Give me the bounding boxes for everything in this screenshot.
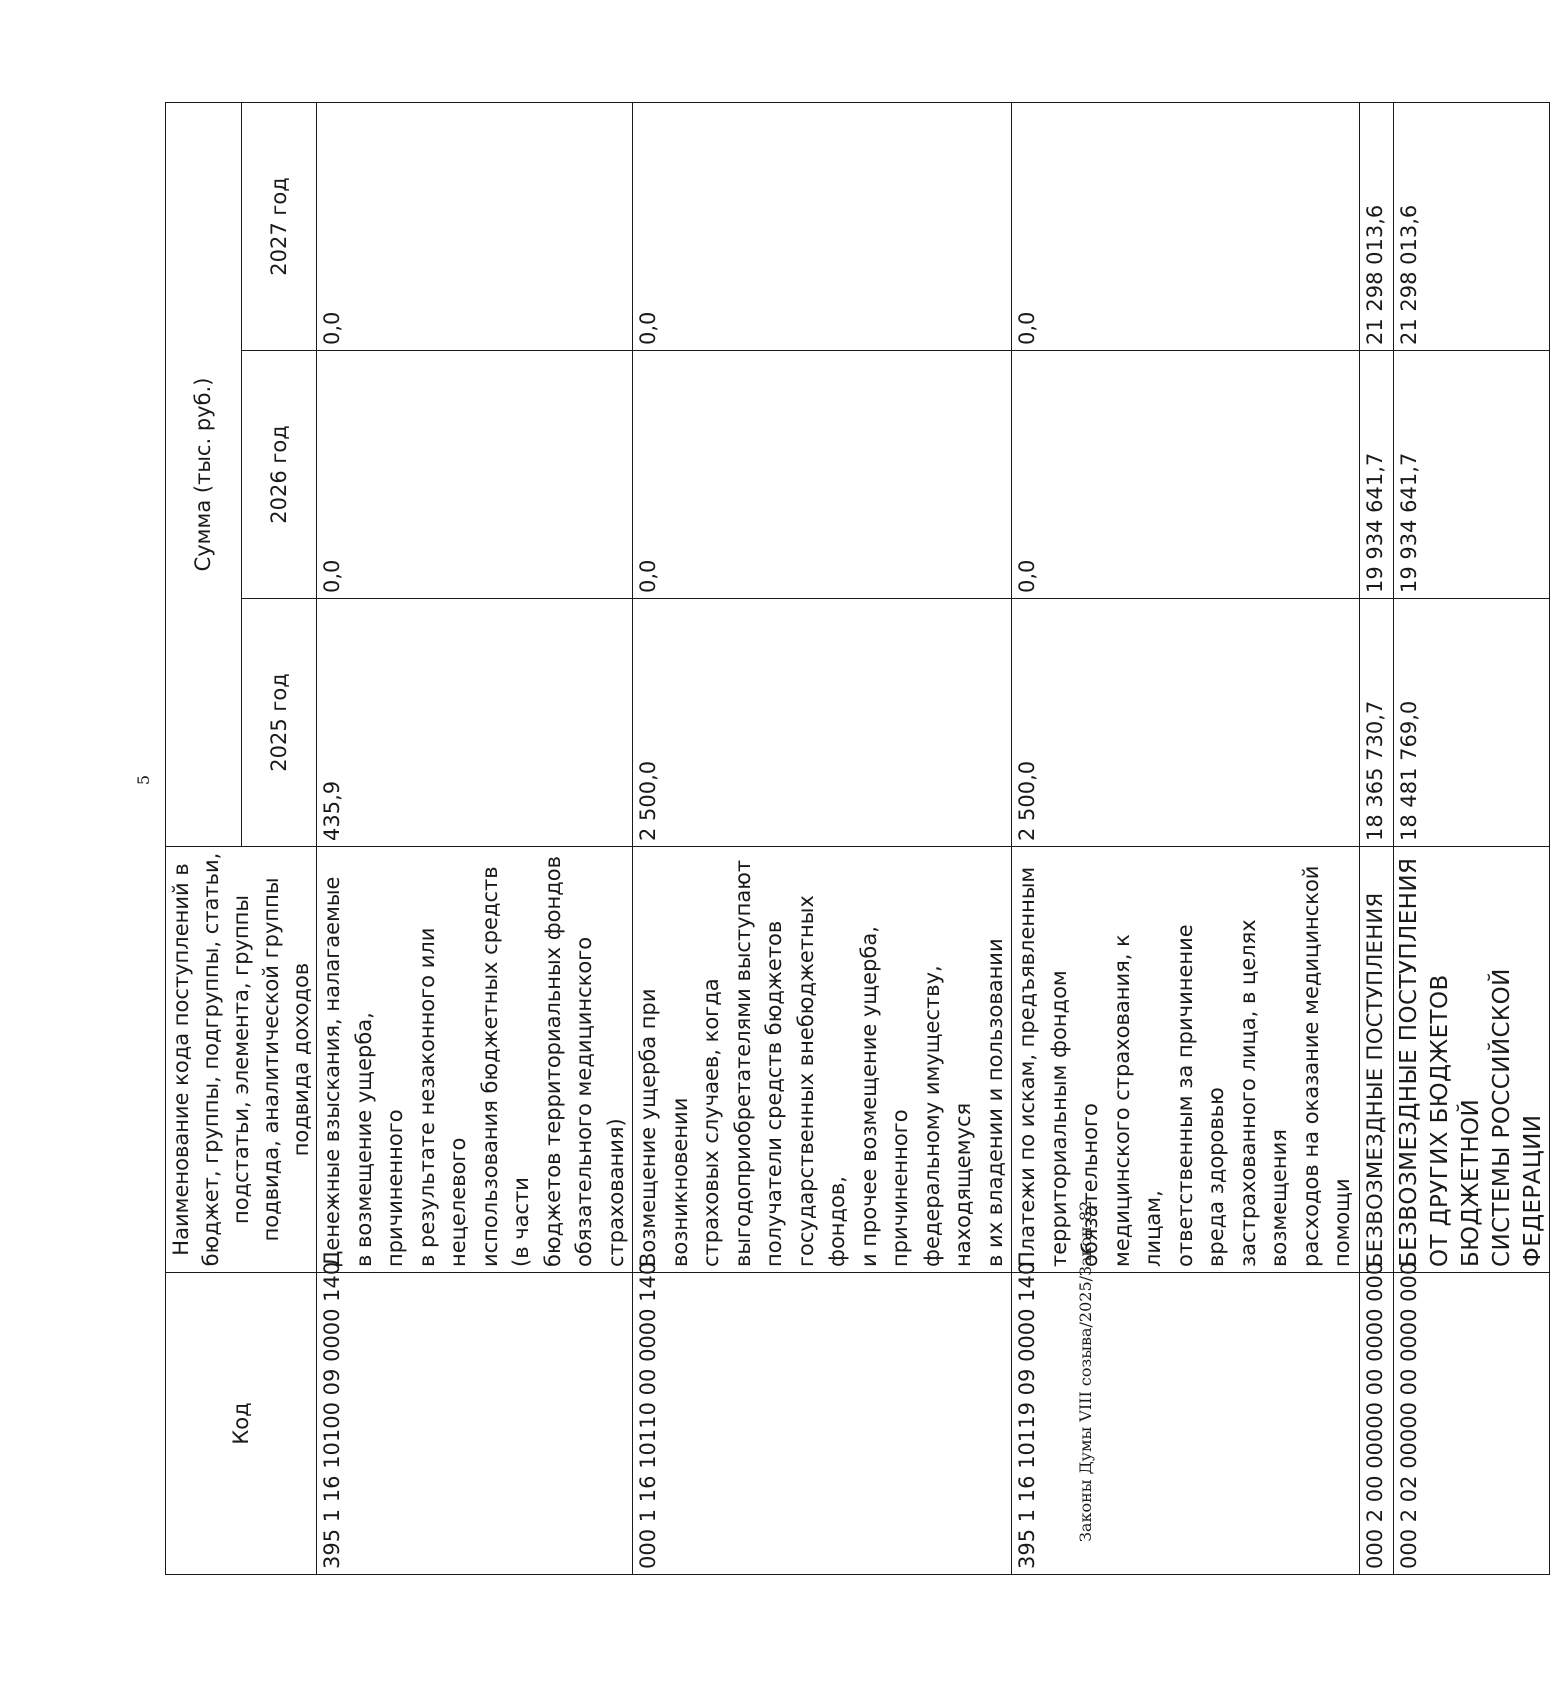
row-name-line: в возмещение ущерба, причиненного [351, 1012, 407, 1267]
row-value-2027: 0,0 [1012, 102, 1360, 350]
row-value-2026: 0,0 [633, 351, 1012, 599]
header-year-2027: 2027 год [241, 102, 317, 350]
rotated-content [0, 88, 1546, 1620]
row-value-2027: 0,0 [317, 102, 633, 350]
row-value-2025: 18 365 730,7 [1359, 599, 1393, 847]
row-name-line: БЕЗВОЗМЕЗДНЫЕ ПОСТУПЛЕНИЯ [1362, 892, 1387, 1267]
row-code: 395 1 16 10119 09 0000 140 [1012, 1273, 1360, 1575]
row-value-2027: 21 298 013,6 [1393, 102, 1549, 350]
row-value-2026: 0,0 [1012, 351, 1360, 599]
row-name-line: Возмещение ущерба при возникновении [636, 988, 692, 1267]
row-name-line: выгодоприобретателями выступают [730, 859, 755, 1267]
header-sum: Сумма (тыс. руб.) [166, 102, 242, 846]
row-name-line: страховых случаев, когда [699, 978, 723, 1267]
row-name-line: государственных внебюджетных фондов, [793, 895, 849, 1267]
header-row-top [166, 102, 242, 1574]
row-name [633, 847, 1012, 1273]
table-row [317, 102, 633, 1574]
header-year-2025: 2025 год [241, 599, 317, 847]
row-name-line: бюджетов территориальных фондов [540, 856, 565, 1267]
row-name [317, 847, 633, 1273]
row-code: 000 1 16 10110 00 0000 140 [633, 1273, 1012, 1575]
row-name-line: Платежи по искам, предъявленным [1015, 866, 1039, 1267]
row-name-line: БЕЗВОЗМЕЗДНЫЕ ПОСТУПЛЕНИЯ [1395, 857, 1422, 1267]
row-name-line: ОТ ДРУГИХ БЮДЖЕТОВ БЮДЖЕТНОЙ [1426, 974, 1484, 1267]
row-code: 000 2 02 00000 00 0000 000 [1393, 1273, 1549, 1575]
row-name-line: ответственным за причинение вреда здоровью [1172, 924, 1228, 1267]
row-value-2026: 19 934 641,7 [1393, 351, 1549, 599]
row-name-line: СИСТЕМЫ РОССИЙСКОЙ ФЕДЕРАЦИИ [1488, 968, 1546, 1267]
table-row [1393, 102, 1549, 1574]
table-row [1359, 102, 1393, 1574]
row-name [1012, 847, 1360, 1273]
row-name-line: застрахованного лица, в целях возмещения [1235, 919, 1291, 1267]
row-name-line: Денежные взыскания, налагаемые [320, 876, 344, 1267]
row-name [1359, 847, 1393, 1273]
row-value-2026: 19 934 641,7 [1359, 351, 1393, 599]
row-value-2025: 435,9 [317, 599, 633, 847]
row-name-line: территориальным фондом обязательного [1046, 970, 1102, 1267]
row-name-line: получатели средств бюджетов [762, 920, 786, 1267]
row-value-2025: 2 500,0 [1012, 599, 1360, 847]
row-value-2026: 0,0 [317, 351, 633, 599]
table-row [633, 102, 1012, 1574]
row-name-line: использования бюджетных средств (в части [477, 866, 533, 1267]
row-value-2027: 0,0 [633, 102, 1012, 350]
row-name-line: в их владении и пользовании [982, 938, 1007, 1267]
row-code: 000 2 00 00000 00 0000 000 [1359, 1273, 1393, 1575]
row-name [1393, 847, 1549, 1273]
page-number: 5 [134, 774, 153, 786]
row-code: 395 1 16 10100 09 0000 140 [317, 1273, 633, 1575]
row-value-2025: 18 481 769,0 [1393, 599, 1549, 847]
header-name: Наименование кода поступлений в бюджет, группы, подгруппы, статьи, подстатьи, элемента, группы подвида, аналитической группы подвида доходов [166, 847, 317, 1273]
table-row [1012, 102, 1360, 1574]
row-name-line: медицинского страхования, к лицам, [1109, 934, 1165, 1267]
row-name-line: расходов на оказание медицинской помощи [1298, 865, 1354, 1267]
footer-reference: Законы Думы VIII созыва/2025/Закон 82 [1076, 1200, 1095, 1542]
row-value-2025: 2 500,0 [633, 599, 1012, 847]
row-name-line: обязательного медицинского страхования) [572, 936, 628, 1267]
revenue-table [165, 102, 1550, 1575]
row-name-line: федеральному имуществу, находящемуся [919, 965, 975, 1267]
row-name-line: и прочее возмещение ущерба, причиненного [856, 926, 912, 1267]
header-code: Код [166, 1273, 317, 1575]
header-year-2026: 2026 год [241, 351, 317, 599]
row-value-2027: 21 298 013,6 [1359, 102, 1393, 350]
row-name-line: в результате незаконного или нецелевого [414, 927, 470, 1267]
